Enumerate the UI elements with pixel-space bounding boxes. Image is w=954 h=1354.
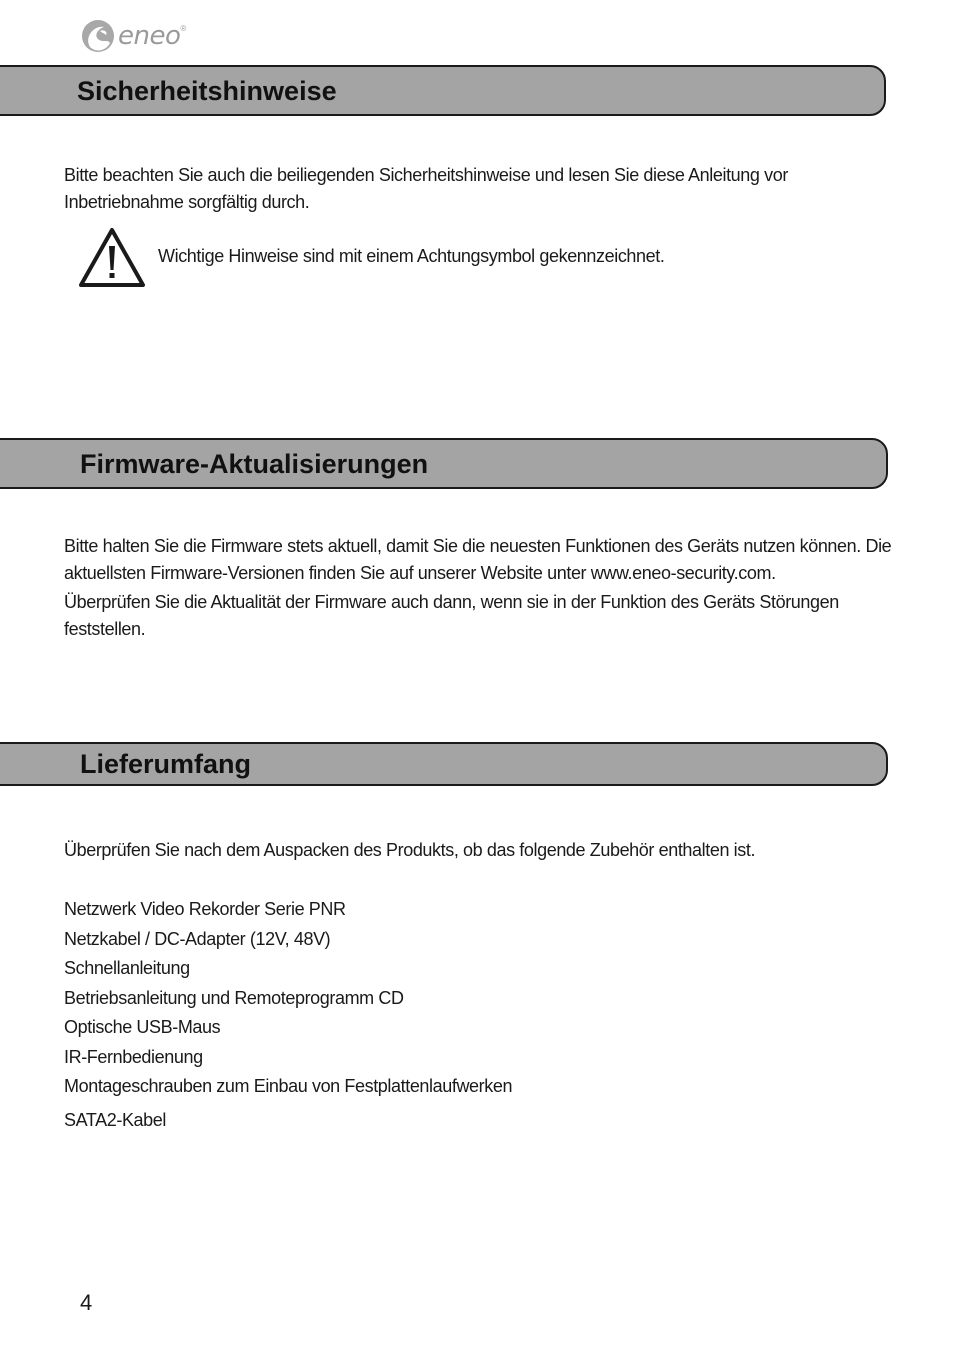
list-item: Schnellanleitung xyxy=(64,958,190,978)
list-item: Betriebsanleitung und Remoteprogramm CD xyxy=(64,987,404,1008)
eneo-logo-mark-icon xyxy=(80,17,116,55)
list-item: Montageschrauben zum Einbau von Festplattenlaufwerken xyxy=(64,1076,513,1096)
warning-note-text: Wichtige Hinweise sind mit einem Achtungsymbol gekennzeichnet. xyxy=(158,246,665,266)
firmware-paragraph-2: Überprüfen Sie die Aktualität der Firmware auch dann, wenn sie in der Funktion des Geräts Störungen feststellen. xyxy=(64,592,839,639)
firmware-paragraph-1: Bitte halten Sie die Firmware stets aktuell, damit Sie die neuesten Funktionen des Geräts nutzen können. Die aktuellsten Firmware-Versionen finden Sie auf unserer Website unter www.eneo-security.com. xyxy=(64,536,892,583)
section-title-contents: Lieferumfang xyxy=(80,749,252,779)
list-item: SATA2-Kabel xyxy=(64,1109,166,1130)
safety-intro-text: Bitte beachten Sie auch die beiliegenden Sicherheitshinweise und lesen Sie diese Anleitung vor Inbetriebnahme sorgfältig durch. xyxy=(64,165,788,212)
list-item: IR-Fernbedienung xyxy=(64,1046,203,1067)
logo-registered-mark: ® xyxy=(180,24,187,33)
package-contents-list xyxy=(64,895,512,1135)
section-header-safety xyxy=(0,65,886,116)
page-number: 4 xyxy=(80,1290,93,1315)
logo-wordmark: eneo xyxy=(118,21,181,51)
section-title-firmware: Firmware-Aktualisierungen xyxy=(80,449,429,479)
list-item: Optische USB-Maus xyxy=(64,1017,221,1037)
contents-intro-text: Überprüfen Sie nach dem Auspacken des Produkts, ob das folgende Zubehör enthalten ist. xyxy=(64,840,756,860)
eneo-logo xyxy=(80,16,186,56)
list-item: Netzkabel / DC-Adapter (12V, 48V) xyxy=(64,928,331,949)
warning-triangle-icon xyxy=(78,226,146,288)
section-title-safety: Sicherheitshinweise xyxy=(77,76,337,106)
section-header-firmware xyxy=(0,438,888,489)
section-header-contents xyxy=(0,742,888,786)
list-item: Netzwerk Video Rekorder Serie PNR xyxy=(64,899,346,919)
